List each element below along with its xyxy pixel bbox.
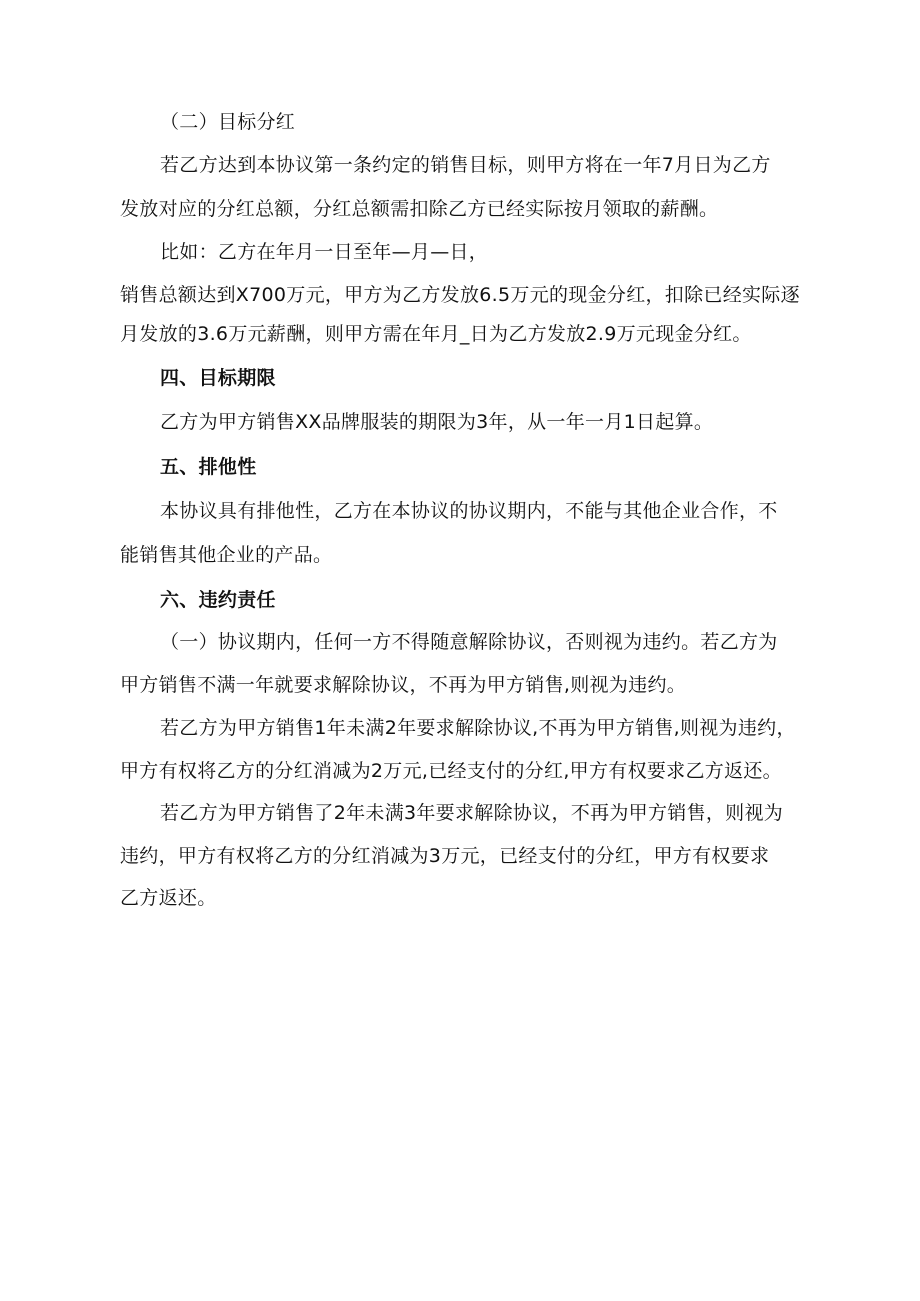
paragraph-line: 本协议具有排他性，乙方在本协议的协议期内，不能与其他企业合作，不 <box>160 500 778 522</box>
paragraph-line: 能销售其他企业的产品。 <box>120 544 333 566</box>
paragraph-line: 比如：乙方在年月一日至年—月—日， <box>160 241 489 263</box>
paragraph-line: （一）协议期内，任何一方不得随意解除协议，否则视为违约。若乙方为 <box>160 631 778 653</box>
section-heading-breach-liability: 六、违约责任 <box>160 589 276 611</box>
paragraph-line: 乙方为甲方销售XX品牌服装的期限为3年，从一年一月1日起算。 <box>160 411 714 433</box>
paragraph-line: 乙方返还。 <box>120 887 217 909</box>
paragraph-line: 若乙方达到本协议第一条约定的销售目标，则甲方将在一年7月日为乙方 <box>160 154 771 176</box>
paragraph-line: 甲方销售不满一年就要求解除协议，不再为甲方销售,则视为违约。 <box>120 674 687 696</box>
section-heading-target-dividend: （二）目标分红 <box>160 111 296 133</box>
paragraph-line: 发放对应的分红总额，分红总额需扣除乙方已经实际按月领取的薪酬。 <box>120 198 719 220</box>
paragraph-line: 若乙方为甲方销售1年未满2年要求解除协议,不再为甲方销售,则视为违约， <box>160 717 796 739</box>
section-heading-target-period: 四、目标期限 <box>160 367 276 389</box>
paragraph-line: 若乙方为甲方销售了2年未满3年要求解除协议，不再为甲方销售，则视为 <box>160 802 784 824</box>
paragraph-line: 甲方有权将乙方的分红消减为2万元,已经支付的分红,甲方有权要求乙方返还。 <box>120 760 782 782</box>
section-heading-exclusivity: 五、排他性 <box>160 456 257 478</box>
paragraph-line: 违约，甲方有权将乙方的分红消减为3万元，已经支付的分红，甲方有权要求 <box>120 845 770 867</box>
paragraph-line: 销售总额达到X700万元，甲方为乙方发放6.5万元的现金分红，扣除已经实际逐 <box>120 284 800 306</box>
paragraph-line: 月发放的3.6万元薪酬，则甲方需在年月_日为乙方发放2.9万元现金分红。 <box>120 323 752 345</box>
